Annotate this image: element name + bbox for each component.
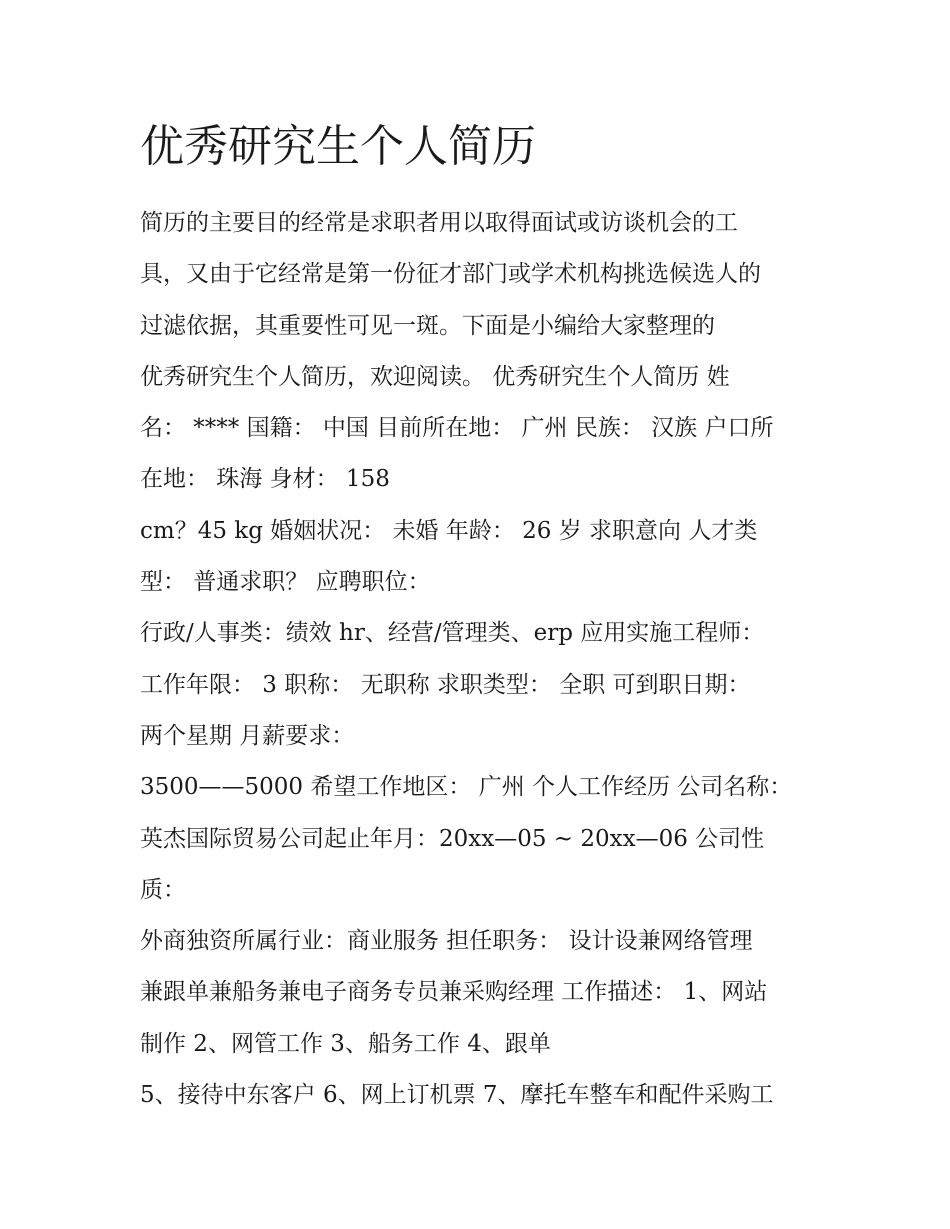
document-title: 优秀研究生个人简历 <box>140 121 536 172</box>
body-line: 优秀研究生个人简历，欢迎阅读。 优秀研究生个人简历 姓 <box>140 363 730 390</box>
body-line: 简历的主要目的经常是求职者用以取得面试或访谈机会的工 <box>140 210 738 236</box>
body-line: 过滤依据，其重要性可见一斑。下面是小编给大家整理的 <box>140 312 715 339</box>
body-line: 具，又由于它经常是第一份征才部门或学术机构挑选候选人的 <box>140 261 761 288</box>
body-line: 两个星期 月薪要求： <box>140 722 355 749</box>
body-line: 行政/人事类：绩效 hr、经营/管理类、erp 应用实施工程师： <box>140 620 765 647</box>
body-line: 英杰国际贸易公司起止年月：20xx—05 ~ 20xx—06 公司性 <box>140 825 765 852</box>
body-line: 兼跟单兼船务兼电子商务专员兼采购经理 工作描述： 1、网站 <box>140 979 768 1006</box>
body-line: 5、接待中东客户 6、网上订机票 7、摩托车整车和配件采购工 <box>140 1082 774 1109</box>
body-line: 3500——5000 希望工作地区： 广州 个人工作经历 公司名称： <box>140 774 793 801</box>
body-line: 工作年限： 3 职称： 无职称 求职类型： 全职 可到职日期： <box>140 671 751 698</box>
body-line: 质： <box>140 876 186 903</box>
body-line: 外商独资所属行业：商业服务 担任职务： 设计设兼网络管理 <box>140 928 753 955</box>
body-line: 名： **** 国籍： 中国 目前所在地： 广州 民族： 汉族 户口所 <box>140 415 774 442</box>
document-body <box>140 198 820 1121</box>
body-line: 在地： 珠海 身材： 158 <box>140 466 390 493</box>
body-line: 型： 普通求职？ 应聘职位： <box>140 569 431 596</box>
body-line: cm？45 kg 婚姻状况： 未婚 年龄： 26 岁 求职意向 人才类 <box>140 517 758 544</box>
body-line: 制作 2、网管工作 3、船务工作 4、跟单 <box>140 1030 551 1057</box>
